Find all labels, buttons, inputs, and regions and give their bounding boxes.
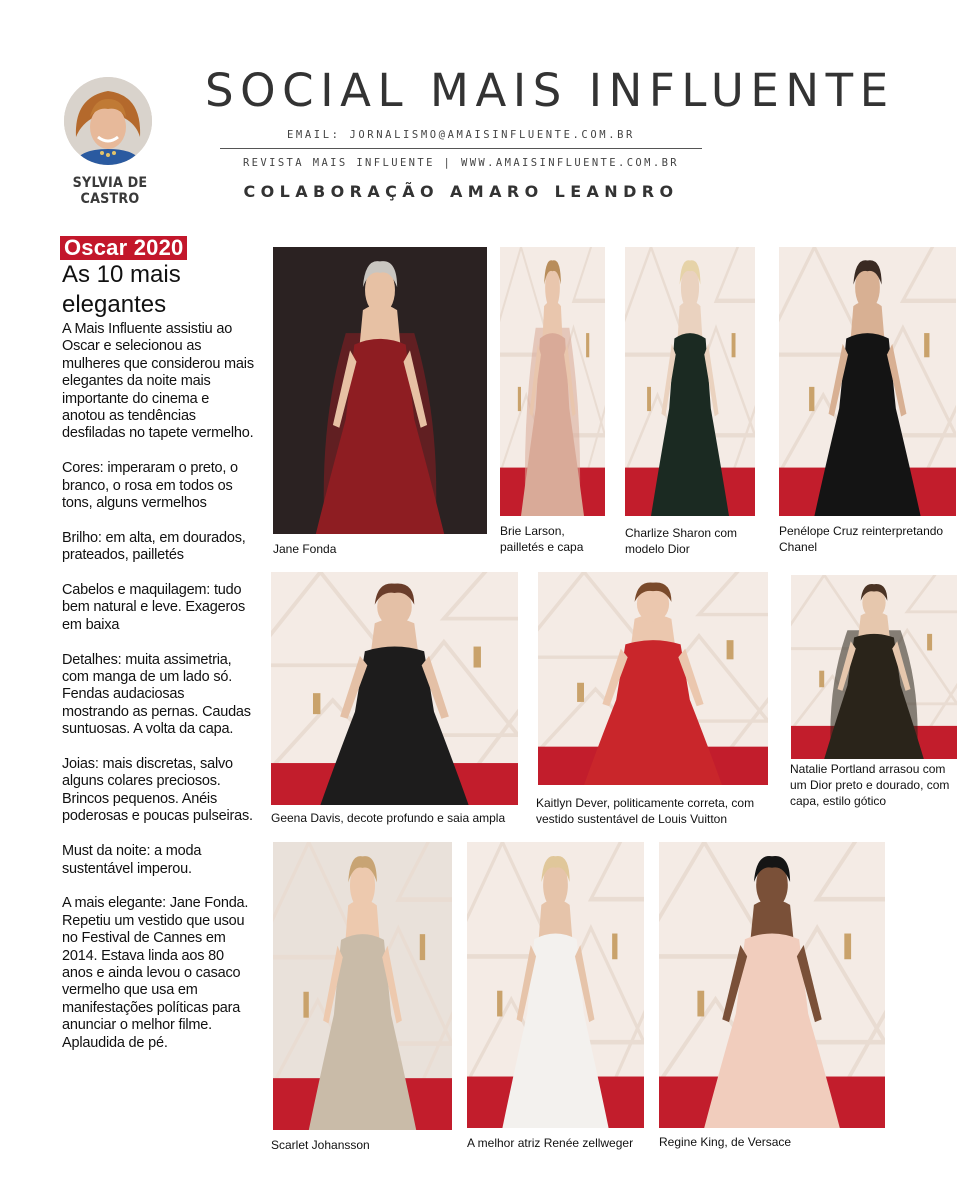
photo-geena-davis xyxy=(271,572,518,805)
portrait-illustration-icon xyxy=(500,247,605,516)
article-paragraph: Cabelos e maquilagem: tudo bem natural e leve. Exageros em baixa xyxy=(62,582,246,633)
photo-caption: Kaitlyn Dever, politicamente correta, com vestido sustentável de Louis Vuitton xyxy=(536,796,755,826)
article-paragraph: Detalhes: muita assimetria, com manga de um lado só. Fendas audaciosas mostrando as pernas. Caudas suntuosas. A volta da capa. xyxy=(62,651,251,738)
photo-kaitlyn-dever xyxy=(538,572,768,785)
photo-caption: Brie Larson, pailletés e capa xyxy=(500,524,584,554)
article-paragraph: Brilho: em alta, em dourados, prateados, pailletés xyxy=(62,529,246,564)
photo-caption: Charlize Sharon com modelo Dior xyxy=(625,526,738,556)
header-divider xyxy=(220,148,702,149)
portrait-illustration-icon xyxy=(271,572,518,805)
photo-brie-larson xyxy=(500,247,605,516)
photo-scarlett-johansson xyxy=(273,842,452,1130)
section-tag: Oscar 2020 xyxy=(60,236,187,260)
article-heading: As 10 mais elegantes xyxy=(62,261,181,318)
contact-email: EMAIL: JORNALISMO@AMAISINFLUENTE.COM.BR xyxy=(287,129,635,141)
photo-caption: A melhor atriz Renée zellweger xyxy=(467,1136,634,1150)
article-body xyxy=(62,321,254,1069)
article-paragraph: Cores: imperaram o preto, o branco, o rosa em todos os tons, alguns vermelhos xyxy=(62,460,238,512)
photo-caption: Penélope Cruz reinterpretando Chanel xyxy=(779,524,944,554)
portrait-illustration-icon xyxy=(625,247,755,516)
author-avatar xyxy=(64,77,152,165)
photo-penelope-cruz xyxy=(779,247,956,516)
author-portrait-icon xyxy=(64,77,152,165)
author-name: SYLVIA DE CASTRO xyxy=(72,175,148,207)
photo-renee-zellweger xyxy=(467,842,644,1128)
portrait-illustration-icon xyxy=(273,842,452,1130)
magazine-line: REVISTA MAIS INFLUENTE | WWW.AMAISINFLUENTE.COM.BR xyxy=(242,157,680,169)
page-title: SOCIAL MAIS INFLUENTE xyxy=(205,64,895,117)
photo-caption: Regine King, de Versace xyxy=(659,1135,792,1149)
photo-caption: Jane Fonda xyxy=(273,542,337,556)
portrait-illustration-icon xyxy=(791,575,957,759)
photo-regina-king xyxy=(659,842,885,1128)
portrait-illustration-icon xyxy=(538,572,768,785)
portrait-illustration-icon xyxy=(779,247,956,516)
photo-natalie-portman xyxy=(791,575,957,759)
photo-jane-fonda xyxy=(273,247,487,534)
photo-caption: Scarlet Johansson xyxy=(271,1138,370,1152)
portrait-illustration-icon xyxy=(467,842,644,1128)
article-paragraph: Must da noite: a moda sustentável imperou. xyxy=(62,843,202,877)
article-paragraph: A mais elegante: Jane Fonda. Repetiu um vestido que usou no Festival de Cannes em 2014. Estava linda aos 80 anos e ainda levou o casaco vermelho que usa em manifestações políticas para anunciar o melhor filme. Aplaudida de pé. xyxy=(62,895,249,1051)
photo-caption: Natalie Portland arrasou com um Dior preto e dourado, com capa, estilo gótico xyxy=(790,762,950,808)
collaboration-credit: COLABORAÇÃO AMARO LEANDRO xyxy=(243,182,679,201)
portrait-illustration-icon xyxy=(659,842,885,1128)
photo-caption: Geena Davis, decote profundo e saia ampla xyxy=(271,811,506,825)
article-paragraph: Joias: mais discretas, salvo alguns colares preciosos. Brincos pequenos. Anéis poderosas e poucas pulseiras. xyxy=(62,756,253,825)
photo-charlize-theron xyxy=(625,247,755,516)
article-paragraph: A Mais Influente assistiu ao Oscar e selecionou as mulheres que considerou mais elegantes da noite mais importante do cinema e anotou as tendências desfiladas no tapete vermelho. xyxy=(62,321,254,442)
portrait-illustration-icon xyxy=(273,247,487,534)
